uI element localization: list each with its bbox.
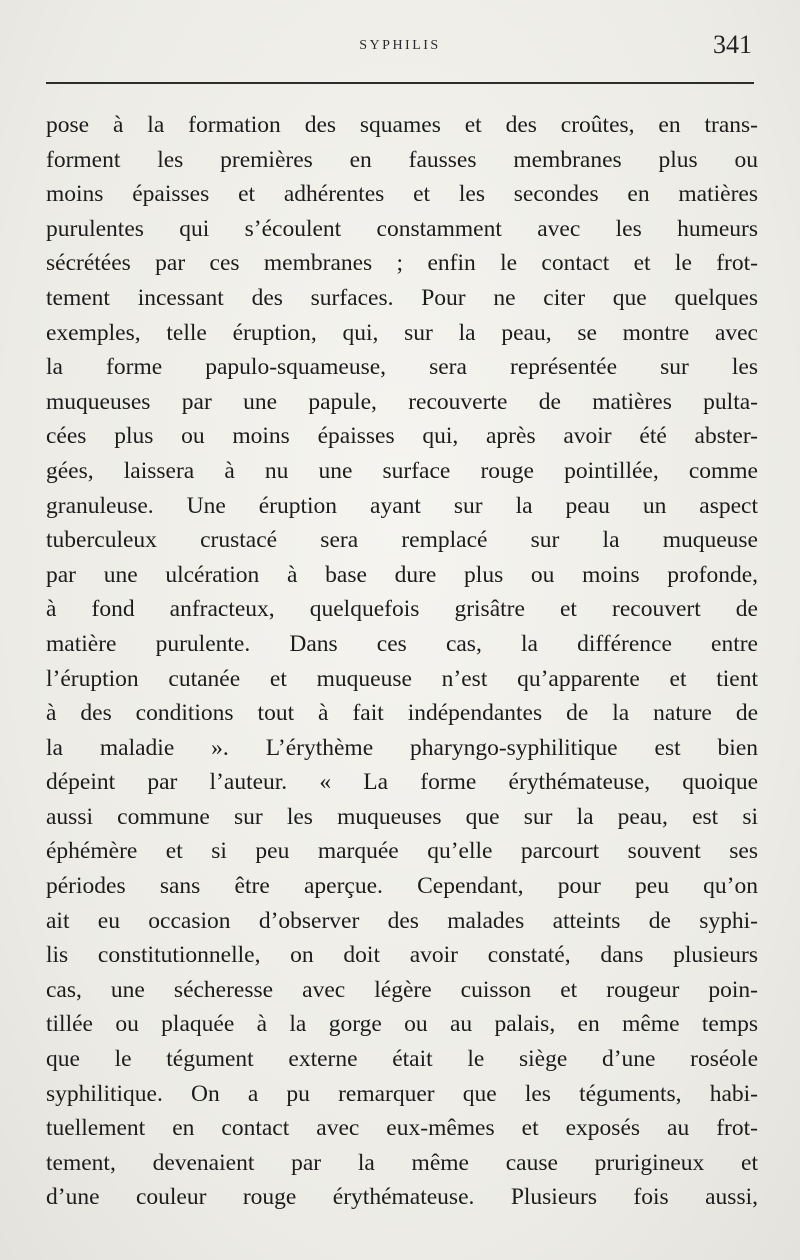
text-line: dépeint par l’auteur. « La forme érythémateuse, quoique xyxy=(46,769,758,796)
text-line: exemples, telle éruption, qui, sur la peau, se montre avec xyxy=(46,319,758,346)
text-line: granuleuse. Une éruption ayant sur la peau un aspect xyxy=(46,492,758,519)
text-line: la maladie ». L’érythème pharyngo-syphilitique est bien xyxy=(46,734,758,761)
text-line: d’une couleur rouge érythémateuse. Plusieurs fois aussi, xyxy=(46,1184,758,1211)
text-line: cées plus ou moins épaisses qui, après avoir été abster- xyxy=(46,423,758,450)
text-line: moins épaisses et adhérentes et les secondes en matières xyxy=(46,181,758,208)
body-text xyxy=(46,108,758,1215)
text-line: l’éruption cutanée et muqueuse n’est qu’apparente et tient xyxy=(46,665,758,692)
text-line: forment les premières en fausses membranes plus ou xyxy=(46,146,758,173)
text-line: sécrétées par ces membranes ; enfin le contact et le frot- xyxy=(46,250,758,277)
text-line: syphilitique. On a pu remarquer que les téguments, habi- xyxy=(46,1080,758,1107)
text-line: la forme papulo-squameuse, sera représentée sur les xyxy=(46,354,758,381)
text-line: cas, une sécheresse avec légère cuisson et rougeur poin- xyxy=(46,976,758,1003)
text-line: tuberculeux crustacé sera remplacé sur la muqueuse xyxy=(46,527,758,554)
header-rule xyxy=(46,82,754,84)
text-line: pose à la formation des squames et des croûtes, en trans- xyxy=(46,112,758,138)
text-line: lis constitutionnelle, on doit avoir constaté, dans plusieurs xyxy=(46,942,758,969)
text-line: tuellement en contact avec eux-mêmes et exposés au frot- xyxy=(46,1115,758,1142)
running-head xyxy=(44,30,756,64)
text-line: matière purulente. Dans ces cas, la différence entre xyxy=(46,630,758,657)
page-number: 341 xyxy=(713,30,752,59)
text-line: aussi commune sur les muqueuses que sur la peau, est si xyxy=(46,803,758,830)
text-line: tement incessant des surfaces. Pour ne citer que quelques xyxy=(46,284,758,311)
text-line: que le tégument externe était le siège d’une roséole xyxy=(46,1046,758,1073)
text-line: par une ulcération à base dure plus ou moins profonde, xyxy=(46,561,758,588)
text-line: éphémère et si peu marquée qu’elle parcourt souvent ses xyxy=(46,838,758,865)
text-line: périodes sans être aperçue. Cependant, pour peu qu’on xyxy=(46,873,758,900)
text-line: à des conditions tout à fait indépendantes de la nature de xyxy=(46,700,758,727)
text-line: muqueuses par une papule, recouverte de matières pulta- xyxy=(46,388,758,415)
text-line: purulentes qui s’écoulent constamment avec les humeurs xyxy=(46,215,758,242)
text-line: tillée ou plaquée à la gorge ou au palais, en même temps xyxy=(46,1011,758,1038)
running-title: SYPHILIS xyxy=(359,38,441,53)
text-line: à fond anfracteux, quelquefois grisâtre et recouvert de xyxy=(46,596,758,623)
text-line: ait eu occasion d’observer des malades atteints de syphi- xyxy=(46,907,758,934)
text-line: tement, devenaient par la même cause prurigineux et xyxy=(46,1149,758,1176)
text-line: gées, laissera à nu une surface rouge pointillée, comme xyxy=(46,457,758,484)
